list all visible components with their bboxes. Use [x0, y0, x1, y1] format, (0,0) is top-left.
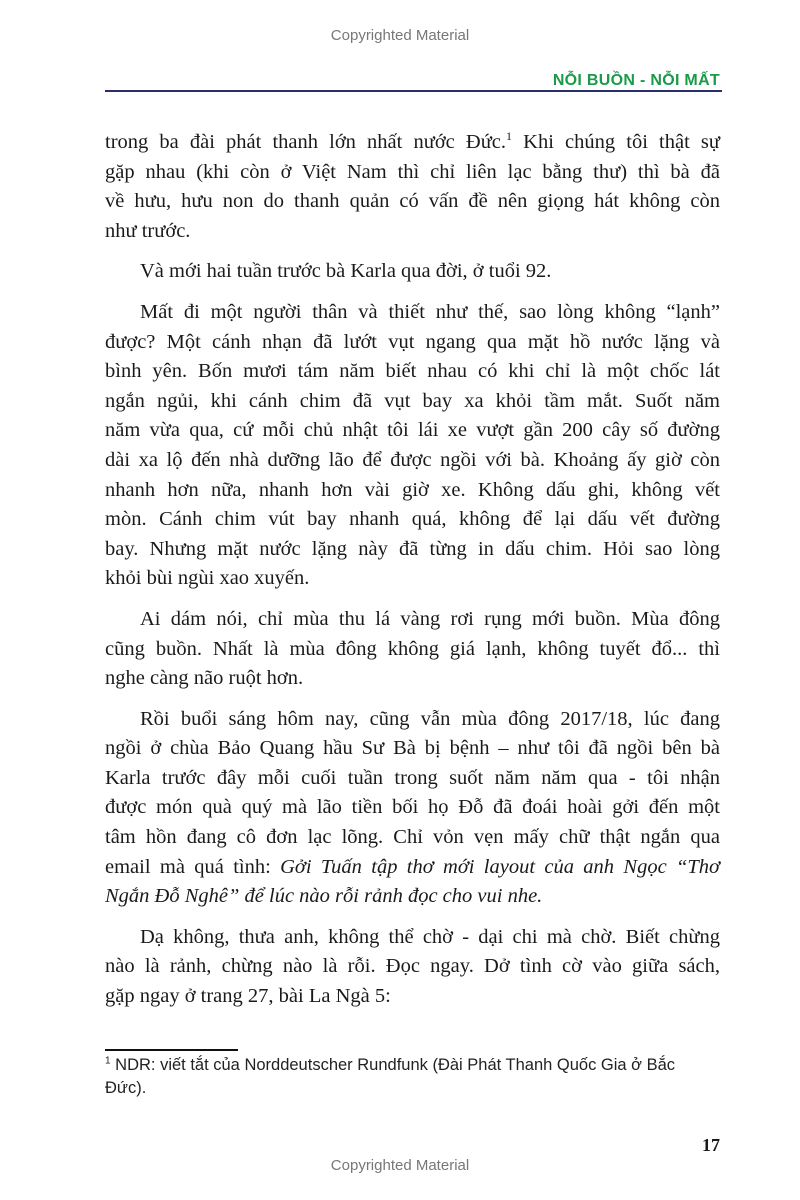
text-line: ngồi ở chùa Bảo Quang hầu Sư Bà bị bệnh – như tôi đã ngồi bên bà [105, 737, 720, 760]
header-rule [105, 90, 722, 92]
text-line: nghe càng não ruột hơn. [105, 667, 304, 690]
text-line: gặp ngay ở trang 27, bài La Ngà 5: [105, 985, 391, 1008]
text-line: Mất đi một người thân và thiết như thế, sao lòng không “lạnh” [140, 300, 720, 323]
copyright-watermark-bottom: Copyrighted Material [330, 1157, 470, 1174]
body-text [105, 128, 720, 1023]
footnote [105, 1054, 722, 1100]
text-line [105, 853, 720, 883]
text-line: cũng buồn. Nhất là mùa đông không giá lạnh, không tuyết đổ... thì [105, 637, 720, 660]
text-line: Karla trước đây mỗi cuối tuần trong suốt năm năm qua - tôi nhận [105, 766, 720, 789]
footnote-rule [105, 1049, 238, 1051]
paragraph [105, 298, 720, 594]
paragraph [105, 128, 720, 246]
text-line: khỏi bùi ngùi xao xuyến. [105, 567, 310, 590]
footnote-line [105, 1054, 722, 1077]
text-line: Và mới hai tuần trước bà Karla qua đời, ở tuổi 92. [140, 260, 552, 283]
text-line: Dạ không, thưa anh, không thể chờ - dại chi mà chờ. Biết chừng [140, 925, 720, 948]
text-line: như trước. [105, 219, 191, 242]
text-line: gặp nhau (khi còn ở Việt Nam thì chỉ liên lạc bằng thư) thì bà đã [105, 160, 720, 183]
text-line: ngắn ngủi, khi cánh chim đã vụt bay xa khỏi tầm mắt. Suốt năm [105, 389, 720, 412]
copyright-watermark-top: Copyrighted Material [330, 27, 470, 44]
text-line: bay. Nhưng mặt nước lặng này đã từng in dấu chim. Hỏi sao lòng [105, 537, 720, 560]
running-head: NỖI BUỒN - NỖI MẤT [552, 72, 720, 89]
text-line: được món quà quý mà lão tiền bối họ Đỗ đã đoái hoài gởi đến một [105, 796, 720, 819]
text-line: dài xa lộ đến nhà dưỡng lão để được ngồi với bà. Khoảng ấy giờ còn [105, 448, 720, 471]
footnote-text: NDR: viết tắt của Norddeutscher Rundfunk (Đài Phát Thanh Quốc Gia ở Bắc [110, 1056, 676, 1074]
text-line [105, 128, 720, 158]
paragraph [105, 923, 720, 1012]
text-line: Ai dám nói, chỉ mùa thu lá vàng rơi rụng mới buồn. Mùa đông [140, 607, 720, 630]
paragraph [105, 257, 720, 287]
italic-quote: Gởi Tuấn tập thơ mới layout của anh Ngọc “Thơ [280, 855, 721, 878]
text-span: trong ba đài phát thanh lớn nhất nước Đức. [105, 131, 507, 153]
text-line [105, 882, 720, 912]
text-line: về hưu, hưu non do thanh quản có vấn đề nên giọng hát không còn [105, 190, 720, 213]
text-line: mòn. Cánh chim vút bay nhanh quá, không để lại dấu vết đường [105, 508, 720, 531]
text-line: nào là rảnh, chừng nào là rỗi. Đọc ngay. Dở tình cờ vào giữa sách, [105, 955, 720, 978]
paragraph [105, 605, 720, 694]
text-span: email mà quá tình: [105, 855, 281, 878]
text-line: tâm hồn đang cô đơn lạc lõng. Chỉ vỏn vẹn mấy chữ thật ngắn qua [105, 826, 720, 849]
text-line: năm vừa qua, cứ mỗi chủ nhật tôi lái xe vượt gần 200 cây số đường [105, 419, 720, 442]
paragraph [105, 705, 720, 912]
text-line: Rồi buổi sáng hôm nay, cũng vẫn mùa đông 2017/18, lúc đang [140, 707, 720, 730]
text-line: nhanh hơn nữa, nhanh hơn vài giờ xe. Không dấu ghi, không vết [105, 478, 720, 501]
italic-quote: Ngắn Đỗ Nghê” để lúc nào rỗi rảnh đọc cho vui nhe. [105, 885, 543, 908]
footnote-line: Đức). [105, 1079, 147, 1097]
page-number: 17 [702, 1135, 720, 1155]
text-line: bình yên. Bốn mươi tám năm biết nhau có khi chỉ là một chốc lát [105, 360, 720, 383]
footnote-marker: 1 [105, 1055, 111, 1067]
text-span: Khi chúng tôi thật sự [512, 131, 720, 153]
text-line: được? Một cánh nhạn đã lướt vụt ngang qua mặt hồ nước lặng và [105, 330, 720, 353]
footnote-ref[interactable]: 1 [506, 129, 513, 144]
